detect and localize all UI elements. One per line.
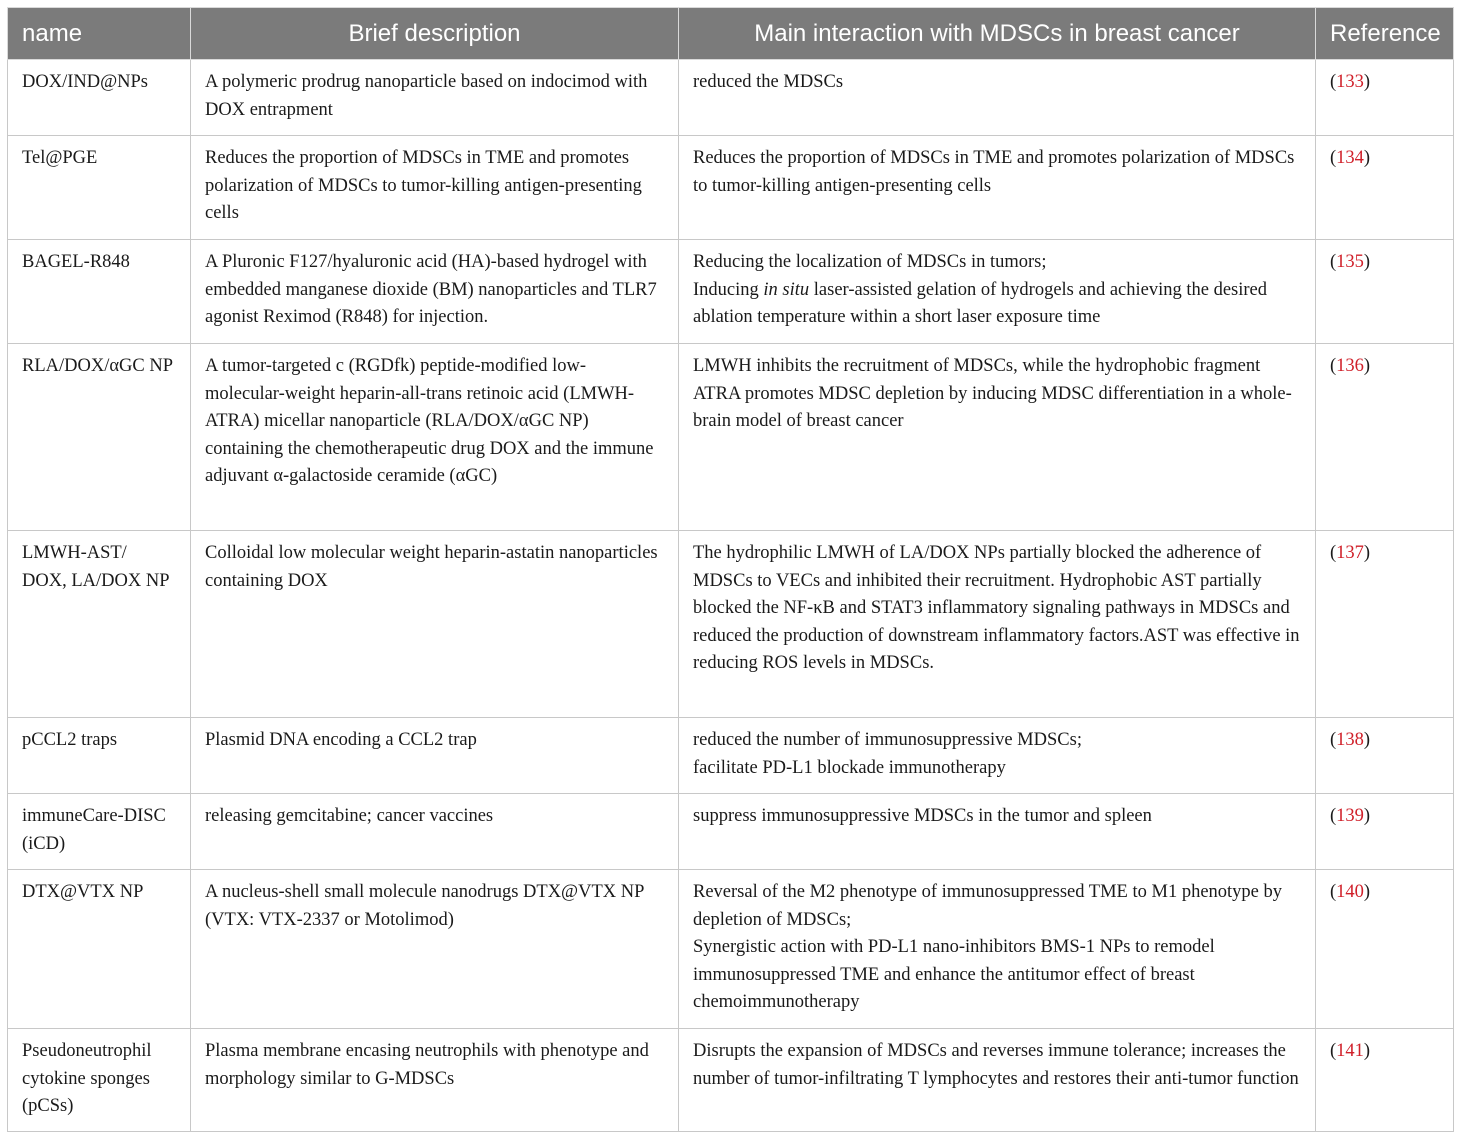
cell-name: BAGEL-R848 xyxy=(8,240,191,344)
cell-reference: (138) xyxy=(1316,718,1454,794)
interaction-line: Inducing in situ laser-assisted gelation of hydrogels and achieving the desired ablation temperature within a short laser exposure time xyxy=(693,279,1268,327)
cell-name: DTX@VTX NP xyxy=(8,870,191,1029)
cell-interaction xyxy=(679,344,1316,531)
header-brief-description: Brief description xyxy=(191,8,679,60)
table-row xyxy=(8,344,1454,531)
cell-reference: (133) xyxy=(1316,60,1454,136)
cell-description: Plasma membrane encasing neutrophils with phenotype and morphology similar to G-MDSCs xyxy=(191,1029,679,1132)
interaction-line: Reducing the localization of MDSCs in tumors; xyxy=(693,252,1047,272)
cell-reference: (136) xyxy=(1316,344,1454,531)
cell-interaction xyxy=(679,718,1316,794)
cell-interaction xyxy=(679,794,1316,870)
header-name: name xyxy=(8,8,191,60)
interaction-line: Reversal of the M2 phenotype of immunosuppressed TME to M1 phenotype by depletion of MDSCs; xyxy=(693,882,1283,930)
cell-description: Reduces the proportion of MDSCs in TME and promotes polarization of MDSCs to tumor-killing antigen-presenting cells xyxy=(191,136,679,240)
reference-link[interactable]: 137 xyxy=(1336,543,1364,563)
cell-reference: (141) xyxy=(1316,1029,1454,1132)
interaction-line: LMWH inhibits the recruitment of MDSCs, while the hydrophobic fragment ATRA promotes MDSC depletion by inducing MDSC differentiation in a whole-brain model of breast cancer xyxy=(693,356,1292,431)
table-row xyxy=(8,718,1454,794)
cell-reference: (140) xyxy=(1316,870,1454,1029)
cell-interaction xyxy=(679,531,1316,718)
reference-link[interactable]: 138 xyxy=(1336,730,1364,750)
interaction-line: Synergistic action with PD-L1 nano-inhibitors BMS-1 NPs to remodel immunosuppressed TME and enhance the antitumor effect of breast chemoimmunotherapy xyxy=(693,937,1215,1012)
table-row xyxy=(8,136,1454,240)
cell-name: immuneCare-DISC (iCD) xyxy=(8,794,191,870)
interaction-line: suppress immunosuppressive MDSCs in the tumor and spleen xyxy=(693,806,1152,826)
reference-link[interactable]: 135 xyxy=(1336,252,1364,272)
cell-name: pCCL2 traps xyxy=(8,718,191,794)
cell-description: A Pluronic F127/hyaluronic acid (HA)-based hydrogel with embedded manganese dioxide (BM) nanoparticles and TLR7 agonist Reximod (R848) for injection. xyxy=(191,240,679,344)
cell-description: Colloidal low molecular weight heparin-astatin nanoparticles containing DOX xyxy=(191,531,679,718)
interaction-line: The hydrophilic LMWH of LA/DOX NPs partially blocked the adherence of MDSCs to VECs and inhibited their recruitment. Hydrophobic AST partially blocked the NF-κB and STAT3 inflammatory signaling pathways in MDSCs and reduced the production of downstream inflammatory factors.AST was effective in reducing ROS levels in MDSCs. xyxy=(693,543,1300,673)
cell-description: releasing gemcitabine; cancer vaccines xyxy=(191,794,679,870)
cell-reference: (137) xyxy=(1316,531,1454,718)
table-row xyxy=(8,794,1454,870)
cell-description: A polymeric prodrug nanoparticle based on indocimod with DOX entrapment xyxy=(191,60,679,136)
header-reference: Reference xyxy=(1316,8,1454,60)
interaction-line: Reduces the proportion of MDSCs in TME and promotes polarization of MDSCs to tumor-killing antigen-presenting cells xyxy=(693,148,1295,196)
table-row xyxy=(8,60,1454,136)
cell-interaction xyxy=(679,136,1316,240)
cell-interaction xyxy=(679,60,1316,136)
cell-reference: (134) xyxy=(1316,136,1454,240)
interaction-line: facilitate PD-L1 blockade immunotherapy xyxy=(693,757,1006,778)
cell-name: DOX/IND@NPs xyxy=(8,60,191,136)
cell-interaction xyxy=(679,240,1316,344)
cell-description: Plasmid DNA encoding a CCL2 trap xyxy=(191,718,679,794)
reference-link[interactable]: 134 xyxy=(1336,148,1364,168)
cell-name: RLA/DOX/αGC NP xyxy=(8,344,191,531)
table-row xyxy=(8,1029,1454,1132)
reference-link[interactable]: 139 xyxy=(1336,806,1364,826)
reference-link[interactable]: 141 xyxy=(1336,1041,1364,1061)
mdsc-nanomedicine-table xyxy=(7,7,1454,1132)
interaction-line: reduced the MDSCs xyxy=(693,72,844,92)
table-row xyxy=(8,531,1454,718)
interaction-line: reduced the number of immunosuppressive MDSCs; xyxy=(693,730,1082,750)
cell-name: LMWH-AST/ DOX, LA/DOX NP xyxy=(8,531,191,718)
reference-link[interactable]: 133 xyxy=(1336,72,1364,92)
reference-link[interactable]: 136 xyxy=(1336,356,1364,376)
table-row xyxy=(8,870,1454,1029)
table-row xyxy=(8,240,1454,344)
reference-link[interactable]: 140 xyxy=(1336,882,1364,902)
header-row xyxy=(8,8,1454,60)
cell-interaction xyxy=(679,870,1316,1029)
cell-interaction xyxy=(679,1029,1316,1132)
cell-description: A nucleus-shell small molecule nanodrugs DTX@VTX NP (VTX: VTX-2337 or Motolimod) xyxy=(191,870,679,1029)
header-main-interaction: Main interaction with MDSCs in breast cancer xyxy=(679,8,1316,60)
cell-name: Tel@PGE xyxy=(8,136,191,240)
cell-description: A tumor-targeted c (RGDfk) peptide-modified low-molecular-weight heparin-all-trans retinoic acid (LMWH-ATRA) micellar nanoparticle (RLA/DOX/αGC NP) containing the chemotherapeutic drug DOX and the immune adjuvant α-galactoside ceramide (αGC) xyxy=(191,344,679,531)
cell-reference: (139) xyxy=(1316,794,1454,870)
interaction-line: Disrupts the expansion of MDSCs and reverses immune tolerance; increases the number of tumor-infiltrating T lymphocytes and restores their anti-tumor function xyxy=(693,1041,1299,1089)
cell-reference: (135) xyxy=(1316,240,1454,344)
cell-name: Pseudoneutrophil cytokine sponges (pCSs) xyxy=(8,1029,191,1132)
